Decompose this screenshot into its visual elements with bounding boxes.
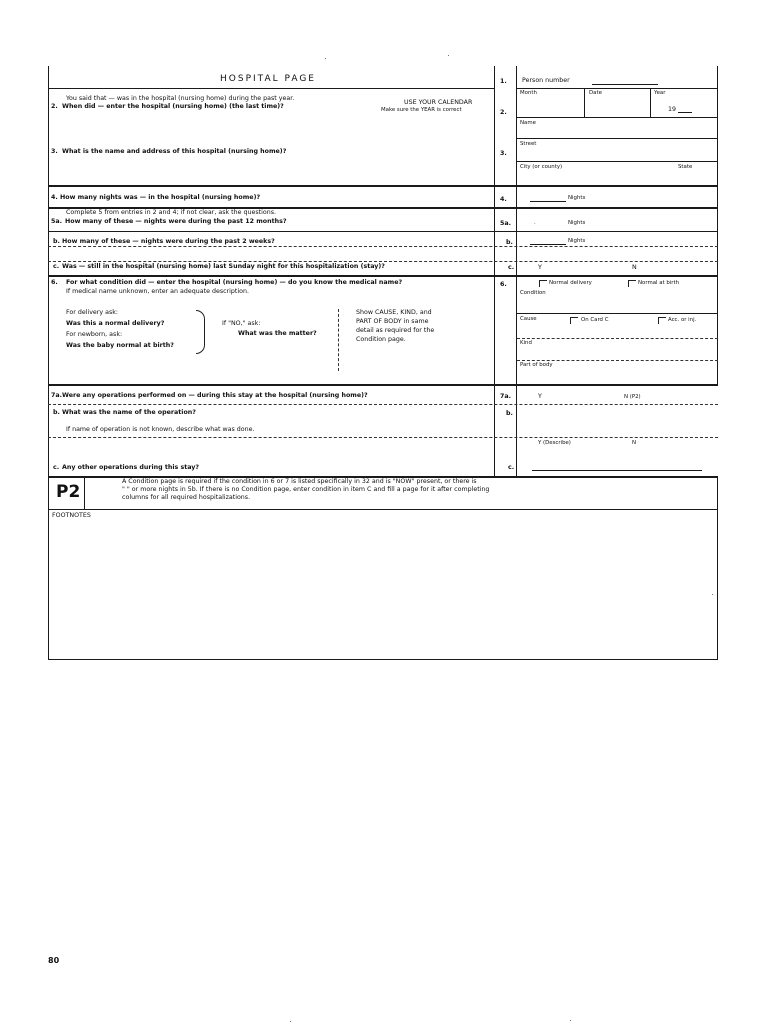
q5c-yes[interactable]: Y bbox=[538, 264, 542, 271]
p2-note-line1: A Condition page is required if the condition in 6 or 7 is listed specifically in 32 and is "NOW" present, or there is bbox=[122, 478, 477, 485]
q6-line1: For what condition did — enter the hospital (nursing home) — do you know the medical name? bbox=[66, 279, 403, 286]
year-value: 19 bbox=[668, 106, 677, 113]
q7a-yes[interactable]: Y bbox=[538, 393, 542, 400]
cause-label: Cause bbox=[520, 316, 537, 322]
year-field[interactable] bbox=[678, 112, 692, 113]
q5a-nights-label: Nights bbox=[568, 220, 586, 226]
part-of-body-label: Part of body bbox=[520, 362, 553, 368]
city-label: City (or county) bbox=[520, 164, 563, 170]
q7b-number: b. bbox=[53, 409, 60, 416]
p2-note-line2: " " or more nights in 5b. If there is no Condition page, enter condition in item C and fill a page for it after completing bbox=[122, 486, 490, 493]
use-calendar-note: USE YOUR CALENDAR bbox=[404, 99, 473, 106]
q5b-nights-field[interactable] bbox=[530, 244, 566, 245]
q5b-nights-label: Nights bbox=[568, 238, 586, 244]
kind-label: Kind bbox=[520, 340, 532, 346]
question-brace bbox=[196, 310, 205, 354]
normal-delivery-checkbox[interactable] bbox=[539, 280, 547, 287]
matter-question: What was the matter? bbox=[238, 330, 317, 337]
q5-instruction: Complete 5 from entries in 2 and 4; if not clear, ask the questions. bbox=[66, 209, 276, 216]
name-label: Name bbox=[520, 120, 536, 126]
page-number: 80 bbox=[48, 956, 60, 965]
answer-col-line bbox=[516, 66, 517, 476]
show-cause-line3: detail as required for the bbox=[356, 327, 435, 334]
q4-number: 4. bbox=[51, 194, 58, 201]
q7b-no[interactable]: N bbox=[632, 440, 637, 446]
normal-birth-checkbox[interactable] bbox=[628, 280, 636, 287]
q4-nights-field[interactable] bbox=[530, 201, 566, 202]
delivery-question: Was this a normal delivery? bbox=[66, 320, 165, 327]
condition-label: Condition bbox=[520, 290, 546, 296]
q2-line1: You said that — was in the hospital (nursing home) during the past year. bbox=[66, 95, 295, 102]
person-number-label: Person number bbox=[522, 77, 570, 84]
q3-text: What is the name and address of this hospital (nursing home)? bbox=[62, 148, 287, 155]
if-no-label: If "NO," ask: bbox=[222, 320, 261, 327]
frame-bottom bbox=[48, 659, 718, 660]
on-card-c-label: On Card C bbox=[581, 317, 609, 323]
q4-text: How many nights was — in the hospital (nursing home)? bbox=[60, 194, 261, 201]
normal-birth-label: Normal at birth bbox=[638, 280, 680, 286]
q5a-number: 5a. bbox=[51, 218, 63, 225]
acc-inj-checkbox[interactable] bbox=[658, 317, 666, 324]
q7a-number: 7a. bbox=[51, 392, 63, 399]
q5b-number: b. bbox=[53, 238, 60, 245]
date-label: Date bbox=[589, 90, 602, 96]
q6-line2: If medical name unknown, enter an adequate description. bbox=[66, 288, 249, 295]
delivery-ask: For delivery ask: bbox=[66, 309, 119, 316]
hospital-page-form: HOSPITAL PAGE 1. Person number You said that — was in the hospital (nursing home) during the past year. 2. When did — enter the hospital (nursing home) (the last time)? USE YOUR CALENDAR Make sure the YEAR is correct 2. Month Date Year 19 Name Street 3. What is the name and address of this hospital (nursing home)? 3. City (or county) State 4. How many nights was — in the hospital (nursing home)? 4. Nights Complete 5 from entries in 2 and 4; if not clear, ask the questions. 5a. How many of these — nights were during the past 12 months? 5a. . Nights b. How many of these — nights were during the past 2 weeks? b. Nights c. Was — still in the hospital (nursing home) last Sunday night for this hospitalization (stay)? c. Y N 6. For what condition did — enter the hospital (nursing home) — do you know the medical name? If medical name unknown, enter an adequate description. 6. For delivery ask: Was this a normal delivery? For newborn, ask: Was the baby normal at birth? If "NO," ask: What was the matter? Show CAUSE, KIND, and PART OF BODY in same detail as required for the Condition page. Normal delivery Normal at birth Condition Cause On Card C Acc. or inj. Kind Part of body 7a. Were any operations performed on — during this stay at the hospital (nursing home)? 7a. Y N (P2) b. What was the name of the operation? b. If name of operation is not known, describe what was done. Y (Describe) N c. Any other operations during this stay? c. P2 A Condition page is required if the condition in 6 or 7 is listed specifically in 32 and is "NOW" present, or there is " " or more nights in 5b. If there is no Condition page, enter condition in item C and fill a page for it after completing columns for all required hospitalizations. FOOTNOTES bbox=[48, 66, 718, 660]
q1-number: 1. bbox=[500, 78, 507, 85]
frame-right-bottom bbox=[717, 476, 718, 660]
q7b-text: What was the name of the operation? bbox=[62, 409, 196, 416]
q7c-answer-field[interactable] bbox=[532, 470, 702, 471]
acc-inj-label: Acc. or inj. bbox=[668, 317, 697, 323]
show-cause-line4: Condition page. bbox=[356, 336, 406, 343]
q7c-text: Any other operations during this stay? bbox=[62, 464, 200, 471]
state-label: State bbox=[678, 164, 693, 170]
frame-left bbox=[48, 66, 49, 660]
q4-nights-label: Nights bbox=[568, 195, 586, 201]
month-label: Month bbox=[520, 90, 537, 96]
footnotes-label: FOOTNOTES bbox=[52, 512, 91, 519]
qnum-col-line bbox=[494, 66, 495, 476]
q3-number: 3. bbox=[51, 148, 58, 155]
p2-note-line3: columns for all required hospitalizations. bbox=[122, 494, 251, 501]
q7a-text: Were any operations performed on — during this stay at the hospital (nursing home)? bbox=[62, 392, 368, 399]
q2-line2: When did — enter the hospital (nursing home) (the last time)? bbox=[62, 103, 284, 110]
q5c-number: c. bbox=[53, 263, 60, 270]
newborn-question: Was the baby normal at birth? bbox=[66, 342, 174, 349]
show-cause-line2: PART OF BODY in same bbox=[356, 318, 429, 325]
normal-delivery-label: Normal delivery bbox=[549, 280, 592, 286]
q2-number: 2. bbox=[51, 103, 58, 110]
street-label: Street bbox=[520, 141, 537, 147]
year-label: Year bbox=[654, 90, 666, 96]
page-title: HOSPITAL PAGE bbox=[220, 74, 316, 84]
on-card-c-checkbox[interactable] bbox=[570, 317, 578, 324]
p2-label: P2 bbox=[56, 482, 81, 502]
person-number-field[interactable] bbox=[592, 84, 658, 85]
frame-right-top bbox=[717, 66, 718, 384]
q7b-describe-yes[interactable]: Y (Describe) bbox=[538, 440, 571, 446]
q7a-no-p2[interactable]: N (P2) bbox=[624, 394, 641, 400]
q7c-number: c. bbox=[53, 464, 60, 471]
year-correct-note: Make sure the YEAR is correct bbox=[381, 107, 462, 113]
q5a-text: How many of these — nights were during the past 12 months? bbox=[65, 218, 287, 225]
q6-number: 6. bbox=[51, 279, 58, 286]
q5c-text: Was — still in the hospital (nursing home) last Sunday night for this hospitalization (stay)? bbox=[62, 263, 385, 270]
q5b-text: How many of these — nights were during the past 2 weeks? bbox=[62, 238, 275, 245]
show-cause-line1: Show CAUSE, KIND, and bbox=[356, 309, 432, 316]
newborn-ask: For newborn, ask: bbox=[66, 331, 123, 338]
q7b-note: If name of operation is not known, describe what was done. bbox=[66, 426, 255, 433]
q5c-no[interactable]: N bbox=[632, 264, 637, 271]
